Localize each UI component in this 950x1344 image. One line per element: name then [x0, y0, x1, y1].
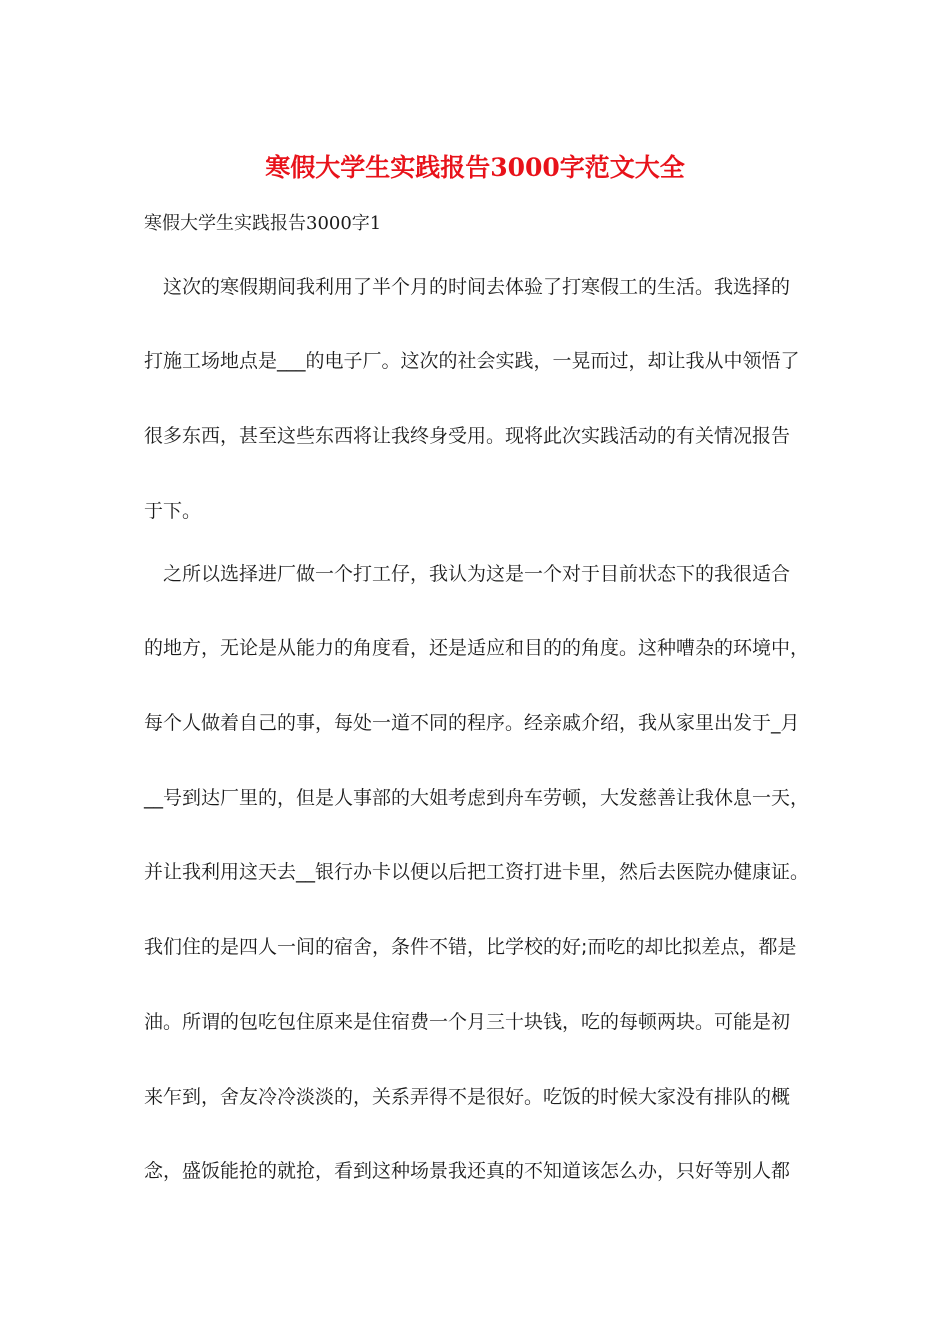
paragraph-line: 之所以选择进厂做一个打工仔，我认为这是一个对于目前状态下的我很适合 — [163, 563, 791, 585]
paragraph-line: 的地方，无论是从能力的角度看，还是适应和目的的角度。这种嘈杂的环境中， — [144, 637, 810, 659]
paragraph-line: 我们住的是四人一间的宿舍，条件不错，比学校的好;而吃的却比拟差点，都是 — [144, 936, 797, 958]
paragraph-line: 来乍到，舍友冷冷淡淡的，关系弄得不是很好。吃饭的时候大家没有排队的概 — [144, 1086, 791, 1108]
document-title: 寒假大学生实践报告3000字范文大全 — [265, 153, 685, 182]
paragraph-line: __号到达厂里的，但是人事部的大姐考虑到舟车劳顿，大发慈善让我休息一天， — [144, 787, 810, 809]
paragraph-line: 油。所谓的包吃包住原来是住宿费一个月三十块钱，吃的每顿两块。可能是初 — [144, 1011, 791, 1033]
paragraph-line: 于下。 — [144, 500, 202, 522]
paragraph-line: 打施工场地点是___的电子厂。这次的社会实践，一晃而过，却让我从中领悟了 — [144, 350, 800, 372]
paragraph-line: 很多东西，甚至这些东西将让我终身受用。现将此次实践活动的有关情况报告 — [144, 425, 791, 447]
paragraph-line: 并让我利用这天去__银行办卡以便以后把工资打进卡里，然后去医院办健康证。 — [144, 861, 810, 883]
paragraph-line: 这次的寒假期间我利用了半个月的时间去体验了打寒假工的生活。我选择的 — [163, 276, 791, 298]
paragraph-line: 每个人做着自己的事，每处一道不同的程序。经亲戚介绍，我从家里出发于_月 — [144, 712, 800, 734]
section-heading: 寒假大学生实践报告3000字1 — [144, 213, 382, 234]
paragraph-line: 念，盛饭能抢的就抢，看到这种场景我还真的不知道该怎么办，只好等别人都 — [144, 1160, 791, 1182]
